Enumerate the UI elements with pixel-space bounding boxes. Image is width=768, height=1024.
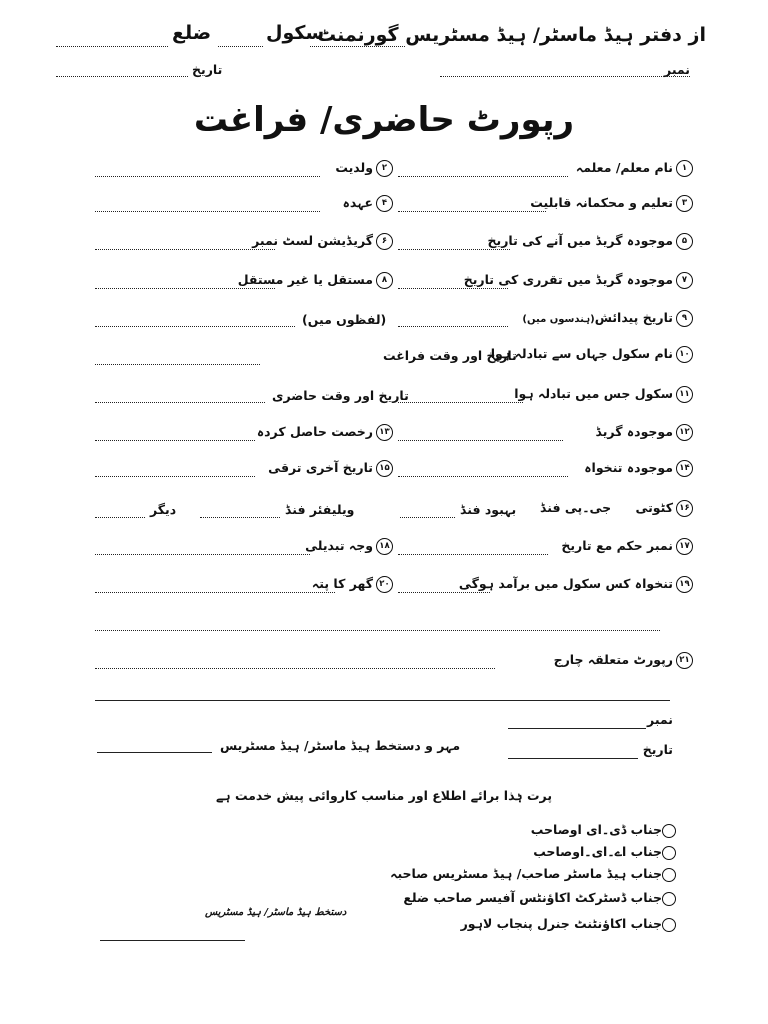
field-4-label: ۴عہدہ	[343, 195, 393, 212]
field-18-label: ۱۸وجہ تبدیلی	[305, 538, 393, 555]
header-date-label: تاریخ	[192, 62, 223, 77]
other-input[interactable]	[95, 517, 145, 518]
school-mid-field[interactable]	[218, 46, 263, 47]
field-11-date-label: تاریخ اور وقت حاضری	[272, 388, 409, 403]
forward-note: پرت ہٰذا برائے اطلاع اور مناسب کاروائی پیش خدمت ہے	[215, 788, 553, 803]
benevolent-input[interactable]	[400, 517, 455, 518]
page-title: رپورٹ حاضری/ فراغت	[193, 100, 575, 140]
field-17-label: ۱۷نمبر حکم مع تاریخ	[561, 538, 693, 555]
field-21-input[interactable]	[95, 668, 495, 669]
field-20-input[interactable]	[95, 592, 335, 593]
field-18-input[interactable]	[95, 554, 310, 555]
address-continuation-input[interactable]	[95, 630, 660, 631]
welfare-input[interactable]	[200, 517, 280, 518]
field-8-input[interactable]	[95, 288, 275, 289]
field-6-input[interactable]	[95, 249, 275, 250]
recipient-4-checkbox[interactable]	[662, 892, 676, 906]
field-1-input[interactable]	[398, 176, 568, 177]
field-7-input[interactable]	[398, 288, 508, 289]
field-16-label: ۱۶کٹوتی	[635, 500, 693, 517]
seal-sign-field[interactable]	[97, 752, 212, 753]
recipient-5-checkbox[interactable]	[662, 918, 676, 932]
field-14-input[interactable]	[398, 476, 568, 477]
welfare-label: ویلیفئر فنڈ	[285, 502, 355, 517]
district-label: ضلع	[172, 22, 212, 44]
field-15-label: ۱۵تاریخ آخری ترقی	[268, 460, 393, 477]
field-17-input[interactable]	[398, 554, 548, 555]
field-8-label: ۸مستقل یا غیر مستقل	[238, 272, 393, 289]
field-7-label: ۷موجودہ گریڈ میں تقرری کی تاریخ	[464, 272, 693, 289]
footer-number-field[interactable]	[508, 728, 646, 729]
field-11-input[interactable]	[95, 402, 265, 403]
district-field[interactable]	[56, 46, 168, 47]
recipient-2-checkbox[interactable]	[662, 846, 676, 860]
footer-date-label: تاریخ	[642, 742, 673, 757]
field-13-input[interactable]	[95, 440, 255, 441]
field-6-label: ۶گریڈیشن لسٹ نمبر	[252, 233, 393, 250]
field-21-label: ۲۱رپورٹ متعلقہ چارج	[554, 652, 693, 669]
field-3-label: ۳تعلیم و محکمانہ قابلیت	[530, 195, 693, 212]
field-9-words-note: (لفظوں میں)	[302, 312, 387, 327]
field-5-input[interactable]	[398, 249, 510, 250]
field-13-label: ۱۳رخصت حاصل کردہ	[257, 424, 393, 441]
field-4-input[interactable]	[95, 211, 320, 212]
field-15-input[interactable]	[95, 476, 255, 477]
recipient-3-checkbox[interactable]	[662, 868, 676, 882]
field-10-date-label: تاریخ اور وقت فراغت	[383, 348, 517, 363]
seal-sign-label: مہر و دستخط ہیڈ ماسٹر/ ہیڈ مسٹریس	[220, 738, 461, 753]
other-label: دیگر	[150, 502, 177, 517]
field-3-input[interactable]	[398, 211, 546, 212]
school-label: سکول	[266, 22, 325, 44]
recipient-1-checkbox[interactable]	[662, 824, 676, 838]
recipient-3: جناب ہیڈ ماسٹر صاحب/ ہیڈ مسٹریس صاحبہ	[390, 866, 680, 882]
field-12-input[interactable]	[398, 440, 563, 441]
field-2-label: ۲ولدیت	[335, 160, 393, 177]
gpf-label: جی۔پی فنڈ	[540, 500, 612, 515]
field-9-label: ۹تاریخ پیدائش(ہندسوں میں)	[522, 310, 693, 327]
recipient-5: جناب اکاؤنٹنٹ جنرل پنجاب لاہور	[461, 916, 680, 932]
field-19-input[interactable]	[398, 592, 490, 593]
field-2-input[interactable]	[95, 176, 320, 177]
from-office-label: از دفتر ہیڈ ماسٹر/ ہیڈ مسٹریس گورنمنٹ	[316, 24, 706, 46]
field-10-label: ۱۰نام سکول جہاں سے تبادلہ ہوا	[491, 346, 693, 363]
header-number-label: نمبر	[664, 62, 690, 77]
footer-number-label: نمبر	[647, 712, 673, 727]
signature-label: دستخط ہیڈ ماسٹر/ ہیڈ مسٹریس	[205, 907, 347, 918]
field-9-digits-input[interactable]	[398, 326, 508, 327]
header-date-field[interactable]	[56, 76, 188, 77]
recipient-2: جناب اے۔ای۔اوصاحب	[533, 844, 680, 860]
field-9-words-input[interactable]	[95, 326, 295, 327]
header-number-field[interactable]	[440, 76, 690, 77]
field-12-label: ۱۲موجودہ گریڈ	[596, 424, 693, 441]
field-11-label: ۱۱سکول جس میں تبادلہ ہوا	[514, 386, 693, 403]
benevolent-label: بہبود فنڈ	[460, 502, 517, 517]
footer-date-field[interactable]	[508, 758, 638, 759]
section-divider	[95, 700, 670, 701]
field-19-label: ۱۹تنخواہ کس سکول میں برآمد ہوگی	[459, 576, 693, 593]
school-name-field[interactable]	[310, 46, 405, 47]
field-14-label: ۱۴موجودہ تنخواہ	[584, 460, 693, 477]
recipient-4: جناب ڈسٹرکٹ اکاؤنٹس آفیسر صاحب ضلع	[403, 890, 680, 906]
field-10-input[interactable]	[95, 364, 260, 365]
recipient-1: جناب ڈی۔ای اوصاحب	[531, 822, 680, 838]
signature-field[interactable]	[100, 940, 245, 941]
field-11-school-input[interactable]	[398, 402, 523, 403]
field-1-label: ۱نام معلم/ معلمہ	[576, 160, 693, 177]
field-20-label: ۲۰گھر کا پتہ	[312, 576, 393, 593]
field-5-label: ۵موجودہ گریڈ میں آنے کی تاریخ	[488, 233, 693, 250]
